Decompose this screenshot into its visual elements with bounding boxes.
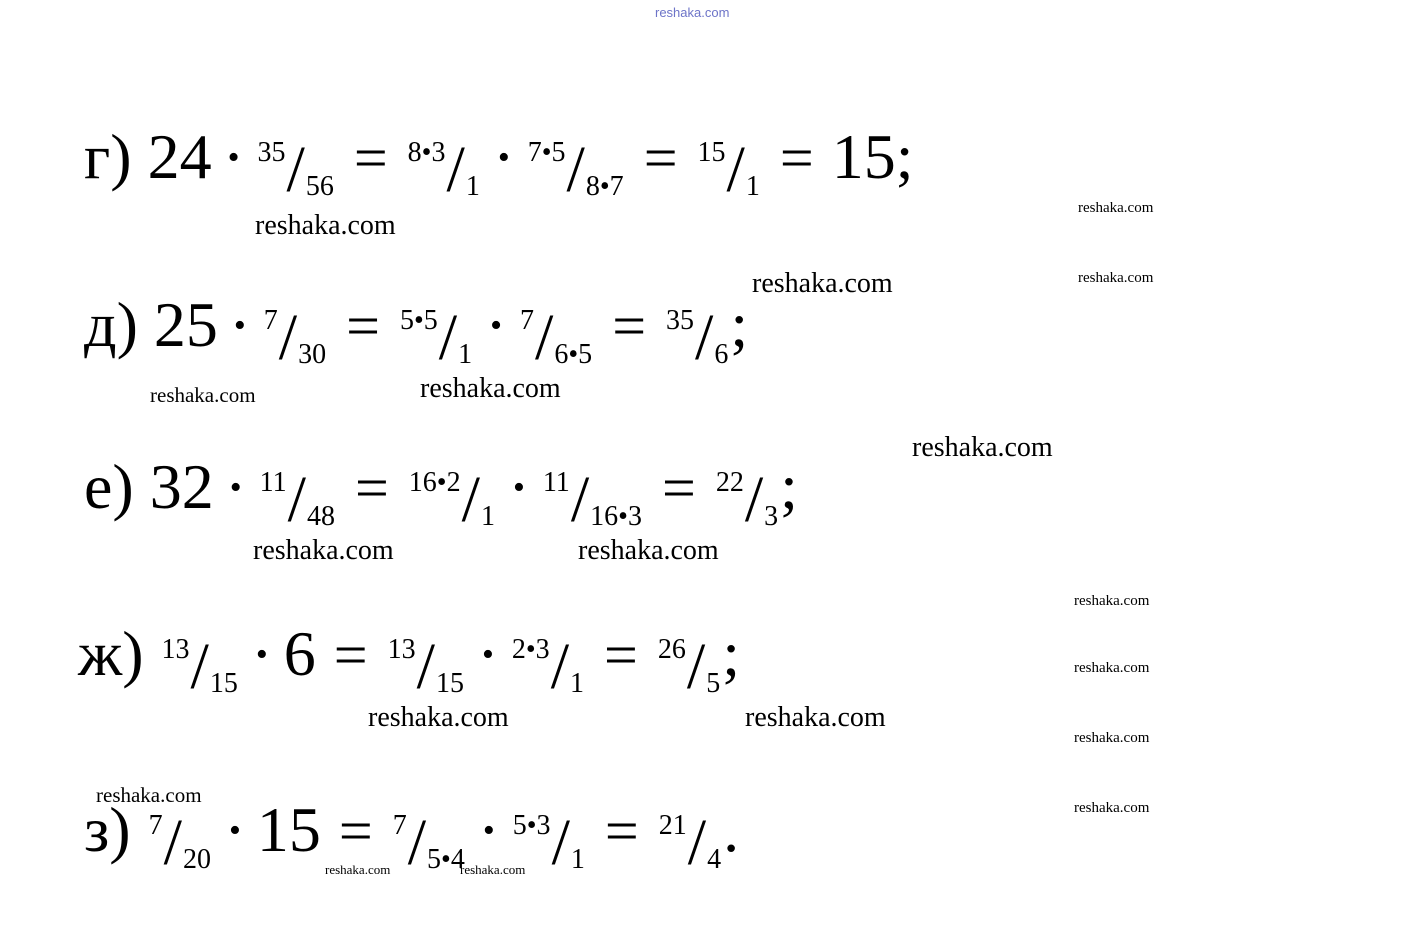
fraction-numerator: 5•3 (512, 810, 551, 841)
integer-term: 6 (283, 618, 316, 689)
watermark: reshaka.com (255, 210, 396, 241)
fraction-denominator: 1 (458, 339, 473, 370)
fraction (657, 630, 721, 703)
equals-sign: = (612, 293, 647, 359)
fraction-bar: / (726, 133, 745, 206)
fraction-bar: / (438, 301, 458, 374)
multiply-dot-icon: • (481, 636, 494, 673)
fraction-numerator: 11 (259, 467, 287, 498)
fraction-bar: / (744, 463, 764, 536)
fraction-denominator: 4 (707, 844, 722, 875)
fraction-bar: / (570, 463, 590, 536)
fraction-denominator: 5 (706, 668, 721, 699)
equals-sign: = (643, 125, 678, 191)
equals-sign: = (338, 798, 373, 864)
fraction-denominator: 8•7 (585, 171, 624, 202)
watermark: reshaka.com (912, 432, 1053, 463)
fraction-bar: / (461, 463, 480, 536)
fraction-numerator: 35 (666, 305, 695, 336)
equation-label: д) (84, 289, 138, 360)
fraction-numerator: 22 (715, 467, 744, 498)
fraction-denominator: 1 (745, 171, 760, 202)
watermark: reshaka.com (150, 383, 256, 407)
fraction-denominator: 5•4 (427, 844, 465, 875)
equals-sign: = (779, 125, 814, 191)
watermark: reshaka.com (96, 783, 202, 807)
watermark: reshaka.com (745, 702, 886, 733)
multiply-dot-icon: • (255, 636, 268, 673)
watermark: reshaka.com (325, 862, 391, 877)
equation-label: ж) (78, 618, 144, 689)
watermark: reshaka.com (1074, 800, 1150, 816)
fraction-denominator: 16•3 (590, 501, 642, 532)
fraction (715, 463, 779, 536)
fraction-denominator: 3 (764, 501, 779, 532)
fraction-bar: / (190, 630, 209, 703)
fraction (511, 630, 585, 703)
fraction-denominator: 15 (435, 668, 464, 699)
watermark: reshaka.com (460, 862, 526, 877)
fraction (392, 806, 465, 879)
equals-sign: = (604, 798, 639, 864)
fraction-numerator: 7 (263, 305, 278, 336)
fraction-numerator: 7•5 (527, 137, 566, 168)
punctuation: ; (895, 121, 914, 192)
multiply-dot-icon: • (497, 139, 510, 176)
fraction (161, 630, 238, 703)
fraction-denominator: 20 (182, 844, 211, 875)
fraction (257, 133, 334, 206)
fraction-bar: / (416, 630, 435, 703)
fraction-bar: / (695, 301, 714, 374)
integer-term: 24 (147, 121, 212, 192)
fraction (148, 806, 211, 879)
equation-label: е) (84, 451, 134, 522)
fraction-denominator: 1 (465, 171, 480, 202)
fraction-numerator: 21 (658, 810, 687, 841)
equals-sign: = (346, 293, 380, 359)
fraction-denominator: 1 (570, 668, 585, 699)
equation-row (84, 289, 749, 374)
multiply-dot-icon: • (227, 139, 240, 176)
equation-label: г) (84, 121, 132, 192)
multiply-dot-icon: • (233, 307, 246, 344)
fraction-denominator: 6•5 (554, 339, 593, 370)
fraction (263, 301, 327, 374)
fraction-bar: / (446, 133, 465, 206)
punctuation: ; (780, 451, 798, 522)
multiply-dot-icon: • (512, 469, 525, 506)
fraction-bar: / (278, 301, 298, 374)
fraction-denominator: 30 (298, 339, 327, 370)
fraction (697, 133, 760, 206)
fraction-bar: / (686, 630, 706, 703)
fraction-numerator: 5•5 (399, 305, 438, 336)
equation-row (78, 618, 740, 703)
watermark: reshaka.com (1078, 200, 1154, 216)
watermark: reshaka.com (368, 702, 509, 733)
multiply-dot-icon: • (490, 307, 503, 344)
fraction (408, 463, 495, 536)
watermark: reshaka.com (578, 535, 719, 566)
equation-row (84, 121, 914, 206)
fraction-numerator: 2•3 (511, 634, 550, 665)
fraction (542, 463, 642, 536)
fraction (666, 301, 729, 374)
fraction-bar: / (286, 133, 305, 206)
fraction-denominator: 56 (305, 171, 334, 202)
fraction-bar: / (287, 463, 306, 536)
fraction-bar: / (535, 301, 554, 374)
punctuation: . (723, 794, 740, 865)
fraction-denominator: 1 (480, 501, 495, 532)
fraction-bar: / (407, 806, 427, 879)
watermark: reshaka.com (253, 535, 394, 566)
equation-label: з) (84, 794, 131, 865)
fraction (399, 301, 473, 374)
fraction-numerator: 7 (392, 810, 407, 841)
fraction-bar: / (551, 806, 570, 879)
watermark: reshaka.com (1074, 660, 1150, 676)
fraction-numerator: 16•2 (408, 467, 461, 498)
equals-sign: = (333, 622, 368, 688)
punctuation: ; (730, 289, 749, 360)
fraction-numerator: 15 (697, 137, 726, 168)
fraction-denominator: 6 (714, 339, 729, 370)
integer-term: 25 (153, 289, 218, 360)
equals-sign: = (604, 622, 638, 688)
fraction-numerator: 8•3 (407, 137, 446, 168)
fraction (658, 806, 722, 879)
fraction-numerator: 7 (520, 305, 535, 336)
fraction-bar: / (687, 806, 707, 879)
fraction-bar: / (550, 630, 570, 703)
integer-term: 15 (831, 121, 896, 192)
fraction-numerator: 26 (657, 634, 686, 665)
multiply-dot-icon: • (228, 812, 241, 849)
watermark: reshaka.com (752, 268, 893, 299)
watermark: reshaka.com (1078, 270, 1154, 286)
punctuation: ; (722, 618, 740, 689)
watermark: reshaka.com (1074, 593, 1150, 609)
fraction (259, 463, 335, 536)
watermark: reshaka.com (420, 373, 561, 404)
watermark: reshaka.com (1074, 730, 1150, 746)
fraction-numerator: 35 (257, 137, 286, 168)
fraction-denominator: 48 (306, 501, 335, 532)
fraction-denominator: 15 (209, 668, 238, 699)
equals-sign: = (661, 455, 696, 521)
top-watermark: reshaka.com (655, 5, 730, 20)
fraction (512, 806, 585, 879)
fraction-numerator: 11 (542, 467, 570, 498)
equals-sign: = (354, 455, 389, 521)
fraction-numerator: 7 (148, 810, 163, 841)
multiply-dot-icon: • (229, 469, 242, 506)
fraction (407, 133, 480, 206)
integer-term: 32 (149, 451, 214, 522)
multiply-dot-icon: • (482, 812, 495, 849)
fraction-numerator: 13 (387, 634, 416, 665)
integer-term: 15 (256, 794, 321, 865)
fraction-numerator: 13 (161, 634, 190, 665)
equals-sign: = (353, 125, 388, 191)
equation-row (84, 451, 798, 536)
fraction-denominator: 1 (570, 844, 585, 875)
fraction-bar: / (163, 806, 182, 879)
fraction (520, 301, 593, 374)
fraction-bar: / (566, 133, 585, 206)
fraction (527, 133, 624, 206)
fraction (387, 630, 464, 703)
